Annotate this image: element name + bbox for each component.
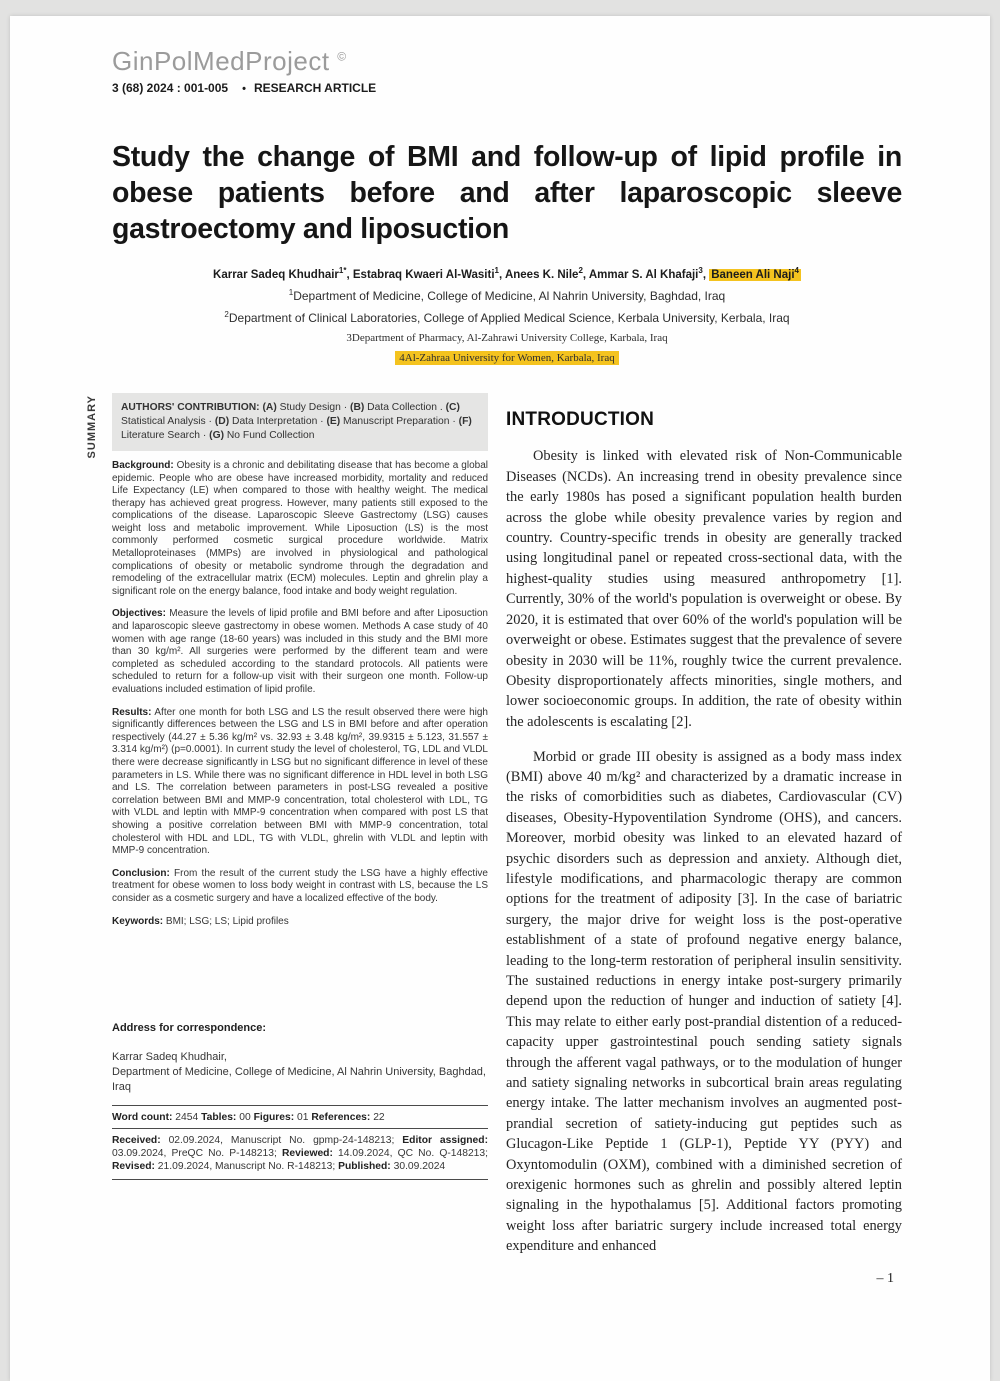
author-name: Karrar Sadeq Khudhair$^{1*}$,: [213, 266, 353, 281]
correspondence-institution: Department of Medicine, College of Medicine, Al Nahrin University, Baghdad, Iraq: [112, 1066, 486, 1094]
correspondence-name: Karrar Sadeq Khudhair,: [112, 1051, 227, 1064]
separator-dot: •: [242, 83, 246, 95]
summary-sidebar-label: SUMMARY: [86, 394, 98, 459]
divider: [112, 1179, 488, 1180]
affiliation-highlighted: 4Al-Zahraa University for Women, Karbala, Iraq: [112, 351, 902, 365]
summary-paragraph-background: Background: Obesity is a chronic and debilitating disease that has become a global epidemic. People who are obese have increased morbidity, mortality and reduced Life Expectancy (LE) when compared to those with healthy weight. The medical therapy has achieved great progress. However, many patients still exposed to the complications of the disease. Laparoscopic Sleeve Gastrectomy (LSG) causes weight loss and metabolic improvement. While Liposuction (LS) is the most commonly performed cosmetic surgical procedure worldwide. Matrix Metalloproteinases (MMPs) are involved in physiological and pathological complications of obesity or metabolic syndrome through the degradation and remodeling of the extracellular matrix (ECM) molecules. Leptin and ghrelin play a significant role on the energy balance, food intake and body weight regulation.: [112, 459, 488, 597]
affiliation: 3Department of Pharmacy, Al-Zahrawi University College, Karbala, Iraq: [346, 331, 668, 344]
dates-line: Received: 02.09.2024, Manuscript No. gpmp-24-148213; Editor assigned: 03.09.2024, PreQC No. P-148213; Reviewed: 14.09.2024, QC No. Q-148213; Revised: 21.09.2024, Manuscript No. R-148213; Published: 30.09.2024: [112, 1135, 489, 1173]
author-name: Anees K. Nile$^2$,: [504, 266, 589, 281]
correspondence-heading: Address for correspondence:: [112, 1022, 267, 1035]
copyright-mark: ©: [337, 49, 347, 64]
affiliation: $^1$Department of Medicine, College of Medicine, Al Nahrin University, Baghdad, Iraq: [288, 287, 726, 303]
authors-line: [112, 266, 902, 281]
page-number: – 1: [876, 1271, 894, 1287]
article-title: Study the change of BMI and follow-up of lipid profile in obese patients before and after laparoscopic sleeve gastroectomy and liposuction: [112, 141, 902, 245]
paper-page: [10, 16, 990, 1381]
summary-column: [112, 393, 488, 1287]
introduction-column: [506, 393, 902, 1287]
summary-paragraph-conclusion: Conclusion: From the result of the current study the LSG have a highly effective treatment for obese women to loss body weight in contrast with LS, because the LS consider as a cosmetic surgery and have a localized effective of the body.: [112, 867, 488, 904]
author-name-highlighted: Baneen Ali Naji$^4$: [711, 266, 799, 281]
summary-paragraph-keywords: Keywords: BMI; LSG; LS; Lipid profiles: [112, 915, 289, 927]
article-type-label: RESEARCH ARTICLE: [253, 81, 377, 95]
summary-paragraph-results: Results: After one month for both LSG and LS the result observed there were high significantly differences between the LSG and LS in BMI before and after operation respectively (44.27 ± 5.36 kg/m² vs. 32.93 ± 3.48 kg/m², 39.9315 ± 5.123, 31.557 ± 3.314 kg/m²) (p=0.0001). In current study the level of cholesterol, TG, LDL and VLDL there were decrease significantly in LSG but no significant difference in level of these parameters in LS. While there was no significant difference in HDL level in both LSG and LS. The correlation between parameters in post-LSG revealed a positive correlation between BMI and MMP-9 concentration, total cholesterol with LDL, TG with VLDL and leptin with MMP-9 concentration when compared with post LS that showing a positive correlation between BMI with MMP-9 concentration, total cholesterol with HDL and LDL, TG with VLDL, ghrelin with VLDL and leptin with MMP-9 concentration.: [112, 706, 488, 857]
correspondence-address: [112, 1050, 488, 1095]
word-count-line: Word count: 2454 Tables: 00 Figures: 01 References: 22: [112, 1112, 385, 1124]
intro-paragraph: Morbid or grade III obesity is assigned as a body mass index (BMI) above 40 m/kg² and characterized by a dramatic increase in the risks of comorbidities such as diabetes, Cardiovascular (CV) diseases, Obesity-Hypoventilation Syndrome (OHS), and cancers. Moreover, morbid obesity was linked to an elevated hazard of psychic disorders such as depression and anxiety. Although diet, lifestyle modifications, and pharmacologic therapy are common options for the treatment of adiposity [3]. In the case of bariatric surgery, the major drive for weight loss is the post-operative establishment of a state of profound negative energy balance, leading to the long-term restoration of peripheral insulin sensitivity. The sustained reductions in energy intake post-surgery primarily depend upon the reduction of hunger and induction of satiety [4]. This may relate to either early post-prandial distention of a reduced-capacity upper gastrointestinal pouch sending satiety signals through the afferent vagal pathways, or to the modulation of hunger and satiety signaling networks in subcortical brain areas regulating energy intake. The latter mechanism involves an augmented post-prandial secretion of satiety-inducing gut peptides such as Glucagon-Like Peptide 1 (GLP-1), Peptide YY (PYY) and Oxyntomodulin (OXM), combined with a diminished secretion of orexigenic hormones such as ghrelin and possibly altered leptin signaling in the hypothalamus [5]. Additional factors promoting weight loss after bariatric surgery include increased total energy expenditure and enhanced: [506, 748, 902, 1255]
issue-line: [112, 81, 902, 95]
summary-paragraph-objectives: Objectives: Measure the levels of lipid profile and BMI before and after Liposuction and laparoscopic sleeve gastrectomy in obese women. Methods A case study of 40 women with age range (18-60 years) was included in this study and the BMI more than 30 kg/m². All surgeries were performed by the different team and were completed as scheduled according to the standard protocols. All patients were scheduled to return for a follow-up visit with their surgeon one month. Follow-up evaluations included estimation of lipid profile.: [112, 608, 488, 696]
affiliation: $^2$Department of Clinical Laboratories, College of Applied Medical Science, Kerbala University, Kerbala, Iraq: [224, 309, 790, 325]
issue-number: 3 (68) 2024 : 001-005: [112, 81, 229, 95]
two-column-body: [86, 393, 902, 1287]
journal-header: [112, 46, 902, 95]
intro-paragraph: Obesity is linked with elevated risk of Non-Communicable Diseases (NCDs). An increasing trend in obesity prevalence since the early 1980s has posed a significant population health burden across the globe while obesity prevalence varies by region and country. Country-specific trends in obesity are generally tracked using longitudinal panel or repeated cross-sectional data, with the highest-quality studies using measured anthropometry [1]. Currently, 30% of the world's population is overweight or obese. By 2020, it is estimated that over 60% of the world's population will be overweight or obese. Estimates suggest that the prevalence of severe obesity in 2030 will be 11%, roughly twice the current prevalence. Obesity disproportionately affects minorities, single mothers, and lower socioeconomic groups. In addition, the rate of obesity within the adolescents is escalating [2].: [506, 448, 902, 730]
journal-name: [112, 46, 902, 77]
authors-contribution-box: AUTHORS' CONTRIBUTION: (A) Study Design · (B) Data Collection . (C) Statistical Analysis · (D) Data Interpretation · (E) Manuscript Preparation · (F) Literature Search · (G) No Fund Collection: [112, 393, 488, 451]
author-name: Ammar S. Al Khafaji$^3$,: [588, 266, 710, 281]
introduction-heading: INTRODUCTION: [506, 408, 655, 430]
journal-name-text: GinPolMedProject: [112, 46, 330, 76]
author-name: Estabraq Kwaeri Al-Wasiti$^1$,: [352, 266, 505, 281]
